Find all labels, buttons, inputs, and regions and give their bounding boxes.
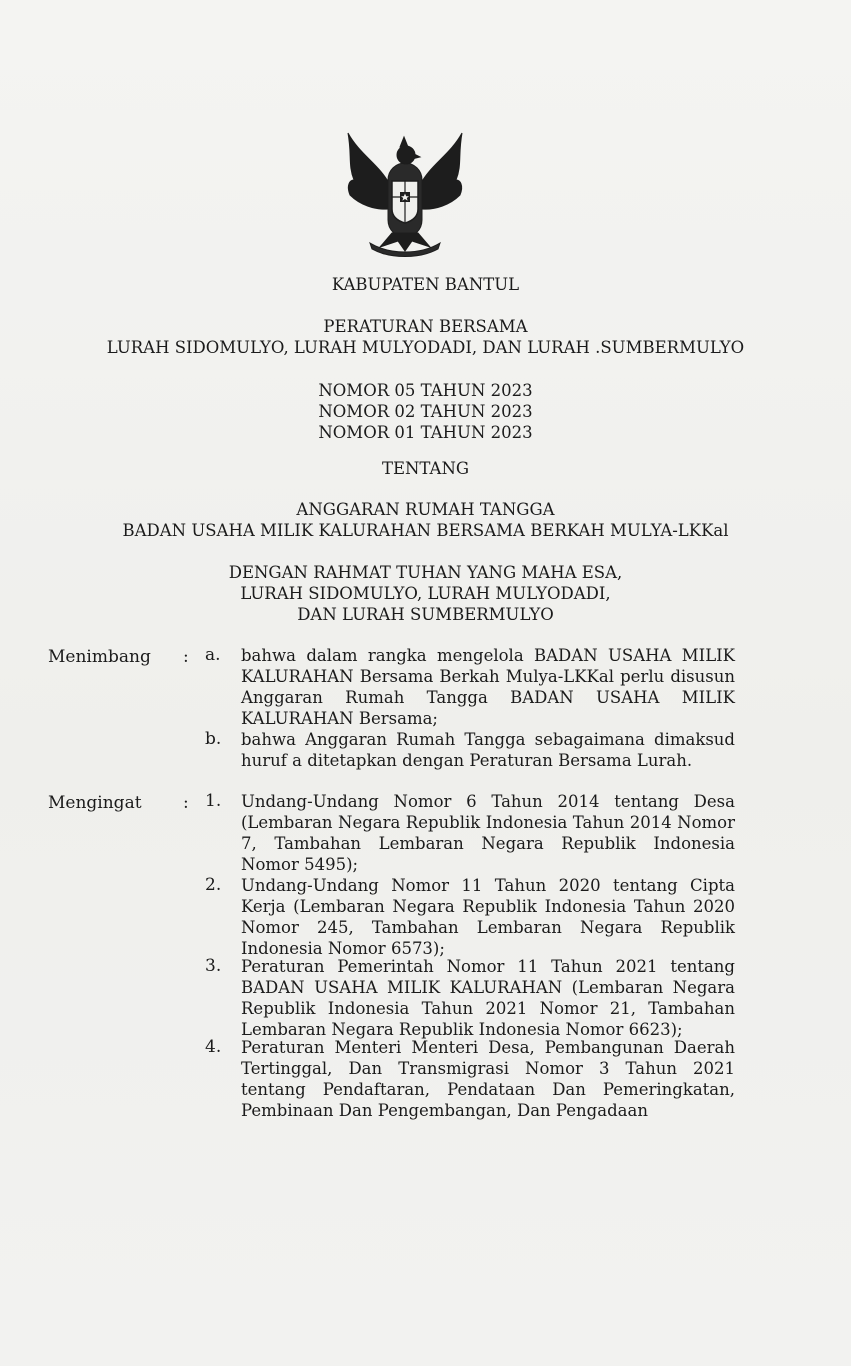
item-text: Undang-Undang Nomor 11 Tahun 2020 tentang Cipta Kerja (Lembaran Negara Republik Indonesia Tahun 2020 Nomor 245, Tambahan Lembaran Negara Republik Indonesia Nomor 6573); [241, 876, 735, 958]
item-marker: 3. [205, 956, 222, 976]
mengingat-colon: : [183, 793, 189, 813]
item-marker: a. [205, 645, 221, 665]
item-text: Peraturan Pemerintah Nomor 11 Tahun 2021 tentang BADAN USAHA MILIK KALURAHAN (Lembaran Negara Republik Indonesia Tahun 2021 Nomor 21, Tambahan Lembaran Negara Republik Indonesia Nomor 6623); [241, 957, 735, 1039]
item-text: Undang-Undang Nomor 6 Tahun 2014 tentang Desa (Lembaran Negara Republik Indonesia Tahun 2014 Nomor 7, Tambahan Lembaran Negara Republik Indonesia Nomor 5495); [241, 792, 735, 874]
item-marker: 1. [205, 791, 222, 811]
regulation-number-3: NOMOR 01 TAHUN 2023 [318, 423, 533, 442]
regulation-number-2: NOMOR 02 TAHUN 2023 [318, 402, 533, 421]
item-marker: 2. [205, 875, 222, 895]
subject-line-2: BADAN USAHA MILIK KALURAHAN BERSAMA BERKAH MULYA-LKKal [122, 521, 729, 540]
item-marker: b. [205, 729, 222, 749]
item-text: bahwa dalam rangka mengelola BADAN USAHA MILIK KALURAHAN Bersama Berkah Mulya-LKKal perlu disusun Anggaran Rumah Tangga BADAN USAHA MILIK KALURAHAN Bersama; [241, 646, 735, 728]
about-heading: TENTANG [381, 459, 470, 478]
garuda-emblem-icon [340, 125, 470, 260]
grace-line-3: DAN LURAH SUMBERMULYO [297, 605, 554, 624]
item-text: Peraturan Menteri Menteri Desa, Pembangunan Daerah Tertinggal, Dan Transmigrasi Nomor 3 Tahun 2021 tentang Pendaftaran, Pendataan Dan Pemeringkatan, Pembinaan Dan Pengembangan, Dan Pengadaan [241, 1038, 735, 1120]
menimbang-label: Menimbang [48, 647, 151, 667]
regulation-number-1: NOMOR 05 TAHUN 2023 [318, 381, 533, 400]
regulation-issuers: LURAH SIDOMULYO, LURAH MULYODADI, DAN LURAH .SUMBERMULYO [106, 338, 745, 357]
item-text: bahwa Anggaran Rumah Tangga sebagaimana dimaksud huruf a ditetapkan dengan Peraturan Bersama Lurah. [241, 730, 735, 770]
grace-line-1: DENGAN RAHMAT TUHAN YANG MAHA ESA, [228, 563, 623, 582]
item-marker: 4. [205, 1037, 222, 1057]
mengingat-label: Mengingat [48, 793, 142, 813]
grace-line-2: LURAH SIDOMULYO, LURAH MULYODADI, [240, 584, 611, 603]
subject-line-1: ANGGARAN RUMAH TANGGA [296, 500, 555, 519]
regulation-title: PERATURAN BERSAMA [323, 317, 528, 336]
menimbang-colon: : [183, 647, 189, 667]
region-heading: KABUPATEN BANTUL [331, 275, 520, 294]
